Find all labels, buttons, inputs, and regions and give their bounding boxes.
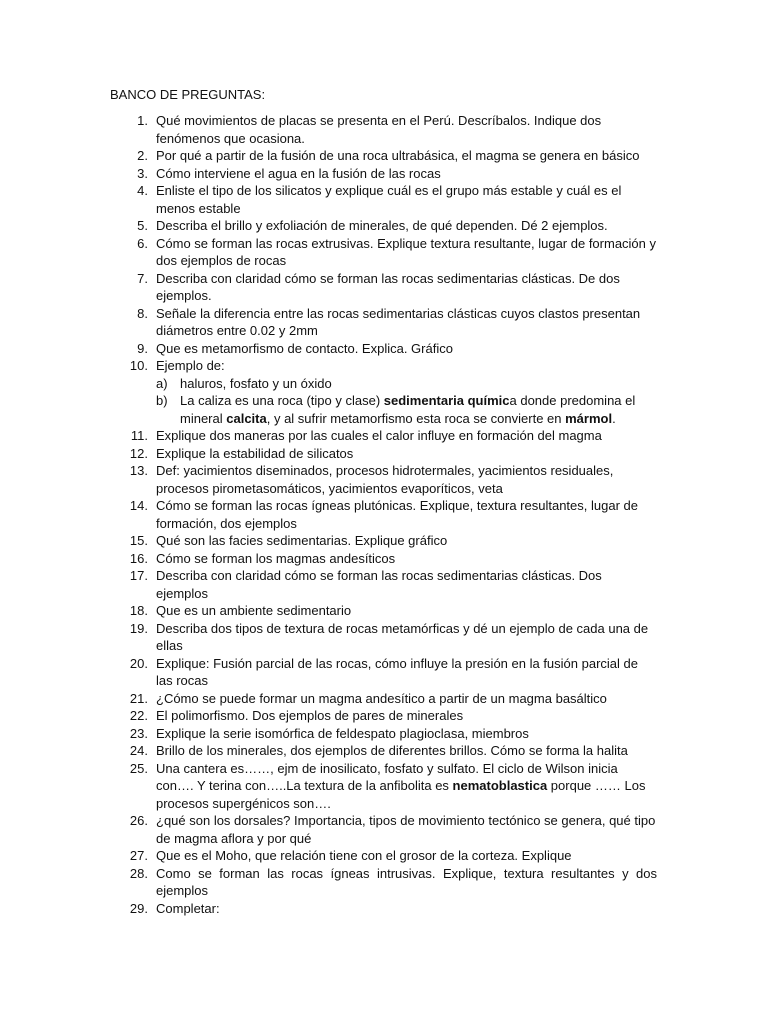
question-item-12	[110, 445, 657, 463]
question-item-10	[110, 357, 657, 427]
question-item-28	[110, 865, 657, 900]
sub-question-a	[156, 375, 657, 393]
question-number: 22.	[129, 708, 148, 723]
bold-term: sedimentaria químic	[383, 393, 510, 408]
question-text: Ejemplo de:	[156, 358, 225, 373]
question-item-27	[110, 847, 657, 865]
question-number: 8.	[137, 305, 148, 321]
question-item-1	[110, 112, 657, 147]
question-text: Señale la diferencia entre las rocas sedimentarias clásticas cuyos clastos presentan diámetros entre 0.02 y 2mm	[156, 305, 641, 338]
question-text: Describa con claridad cómo se forman las rocas sedimentarias clásticas. De dos ejemplos.	[156, 270, 620, 303]
question-text: Cómo interviene el agua en la fusión de las rocas	[156, 165, 441, 181]
question-item-9	[110, 340, 657, 358]
question-text: Explique la estabilidad de silicatos	[156, 445, 354, 461]
question-item-6	[110, 235, 657, 270]
question-number: 23.	[129, 725, 148, 741]
question-number: 26.	[129, 813, 148, 828]
question-item-3	[110, 165, 657, 183]
question-text: Cómo se forman las rocas ígneas plutónicas. Explique, textura resultantes, lugar de formación, dos ejemplos	[156, 498, 638, 531]
question-text: ¿Cómo se puede formar un magma andesítico a partir de un magma basáltico	[156, 690, 607, 706]
question-text-part: Una cantera es……, ejm de inosilicato, fosfato y sulfato. El ciclo de Wilson inicia con…. Y terina con…..La textura de la anfibolita es	[156, 760, 618, 793]
question-text: Def: yacimientos diseminados, procesos hidrotermales, yacimientos residuales, procesos pirometasomáticos, yacimientos evaporíticos, veta	[156, 463, 614, 496]
question-item-15	[110, 532, 657, 550]
question-text-part: porque …… Los procesos supergénicos son….	[156, 778, 646, 811]
question-text: Describa el brillo y exfoliación de minerales, de qué dependen. Dé 2 ejemplos.	[156, 218, 608, 233]
question-text: Explique: Fusión parcial de las rocas, cómo influye la presión en la fusión parcial de las rocas	[156, 655, 638, 688]
sub-question-text: haluros, fosfato y un óxido	[180, 375, 332, 391]
question-item-20	[110, 655, 657, 690]
question-item-13	[110, 462, 657, 497]
question-item-2	[110, 147, 657, 165]
question-text: Enliste el tipo de los silicatos y explique cuál es el grupo más estable y cuál es el menos estable	[156, 183, 622, 216]
question-number: 13.	[129, 463, 148, 478]
document-title: BANCO DE PREGUNTAS:	[110, 87, 266, 102]
question-item-16	[110, 550, 657, 568]
question-text: Que es un ambiente sedimentario	[156, 603, 352, 618]
question-item-17	[110, 567, 657, 602]
question-item-8	[110, 305, 657, 340]
question-number: 27.	[129, 848, 148, 863]
question-number: 3.	[137, 165, 148, 181]
question-text: ¿qué son los dorsales? Importancia, tipos de movimiento tectónico se genera, qué tipo de magma aflora y por qué	[156, 813, 656, 846]
sub-question-letter: b)	[156, 393, 168, 408]
question-number: 1.	[137, 113, 148, 128]
question-text: Que es el Moho, que relación tiene con el grosor de la corteza. Explique	[156, 848, 572, 863]
question-text: Completar:	[156, 900, 220, 916]
question-number: 25.	[129, 760, 148, 776]
question-text: Por qué a partir de la fusión de una roca ultrabásica, el magma se genera en básico	[156, 148, 640, 163]
sub-question-text-part: a donde predomina el mineral	[180, 393, 636, 426]
question-number: 4.	[137, 183, 148, 198]
sub-question-letter: a)	[156, 375, 168, 391]
question-number: 18.	[129, 603, 148, 618]
question-text: Cómo se forman los magmas andesíticos	[156, 550, 396, 566]
question-item-23	[110, 725, 657, 743]
question-number: 7.	[137, 270, 148, 286]
question-number: 24.	[129, 743, 148, 758]
question-text: Brillo de los minerales, dos ejemplos de diferentes brillos. Cómo se forma la halita	[156, 743, 628, 758]
question-text: Describa con claridad cómo se forman las rocas sedimentarias clásticas. Dos ejemplos	[156, 568, 602, 601]
question-number: 6.	[137, 235, 148, 251]
question-item-4	[110, 182, 657, 217]
question-item-14	[110, 497, 657, 532]
question-item-19	[110, 620, 657, 655]
question-item-24	[110, 742, 657, 760]
sub-question-text-part: .	[612, 410, 616, 426]
question-number: 9.	[137, 340, 148, 356]
question-item-7	[110, 270, 657, 305]
question-number: 28.	[129, 865, 148, 881]
question-number: 14.	[129, 498, 148, 513]
bold-term: mármol	[565, 410, 613, 426]
sub-question-b	[156, 392, 657, 427]
question-number: 12.	[129, 445, 148, 461]
question-item-26	[110, 812, 657, 847]
question-text: Cómo se forman las rocas extrusivas. Explique textura resultante, lugar de formación y dos ejemplos de rocas	[156, 235, 657, 268]
question-number: 11.	[130, 428, 148, 443]
question-list	[110, 112, 657, 917]
question-text: Describa dos tipos de textura de rocas metamórficas y dé un ejemplo de cada una de ellas	[156, 620, 649, 653]
question-number: 17.	[129, 568, 148, 583]
question-text: El polimorfismo. Dos ejemplos de pares de minerales	[156, 708, 464, 723]
sub-question-text-part: La caliza es una roca (tipo y clase)	[180, 393, 384, 408]
question-item-25	[110, 760, 657, 813]
bold-term: calcita	[226, 410, 267, 426]
question-number: 2.	[137, 148, 148, 163]
question-number: 5.	[137, 218, 148, 233]
question-number: 29.	[129, 900, 148, 916]
question-item-21	[110, 690, 657, 708]
question-item-11	[110, 427, 657, 445]
question-item-22	[110, 707, 657, 725]
question-text: Explique dos maneras por las cuales el calor influye en formación del magma	[156, 428, 602, 443]
question-number: 10.	[129, 358, 148, 373]
question-item-5	[110, 217, 657, 235]
question-number: 21.	[129, 690, 148, 706]
question-text: Explique la serie isomórfica de feldespato plagioclasa, miembros	[156, 725, 529, 741]
bold-term: nematoblastica	[452, 778, 548, 793]
question-text: Como se forman las rocas ígneas intrusivas. Explique, textura resultantes y dos ejemplos	[156, 865, 657, 898]
question-text: Qué movimientos de placas se presenta en el Perú. Descríbalos. Indique dos fenómenos que ocasiona.	[156, 113, 602, 146]
question-number: 16.	[129, 550, 148, 566]
sub-question-text-part: , y al sufrir metamorfismo esta roca se convierte en	[266, 410, 566, 426]
question-item-18	[110, 602, 657, 620]
question-number: 15.	[129, 533, 148, 548]
question-number: 19.	[129, 620, 148, 636]
question-item-29	[110, 900, 657, 918]
question-number: 20.	[129, 655, 148, 671]
sub-question-list	[156, 375, 657, 428]
question-text: Qué son las facies sedimentarias. Explique gráfico	[156, 533, 448, 548]
question-text: Que es metamorfismo de contacto. Explica. Gráfico	[156, 340, 453, 356]
